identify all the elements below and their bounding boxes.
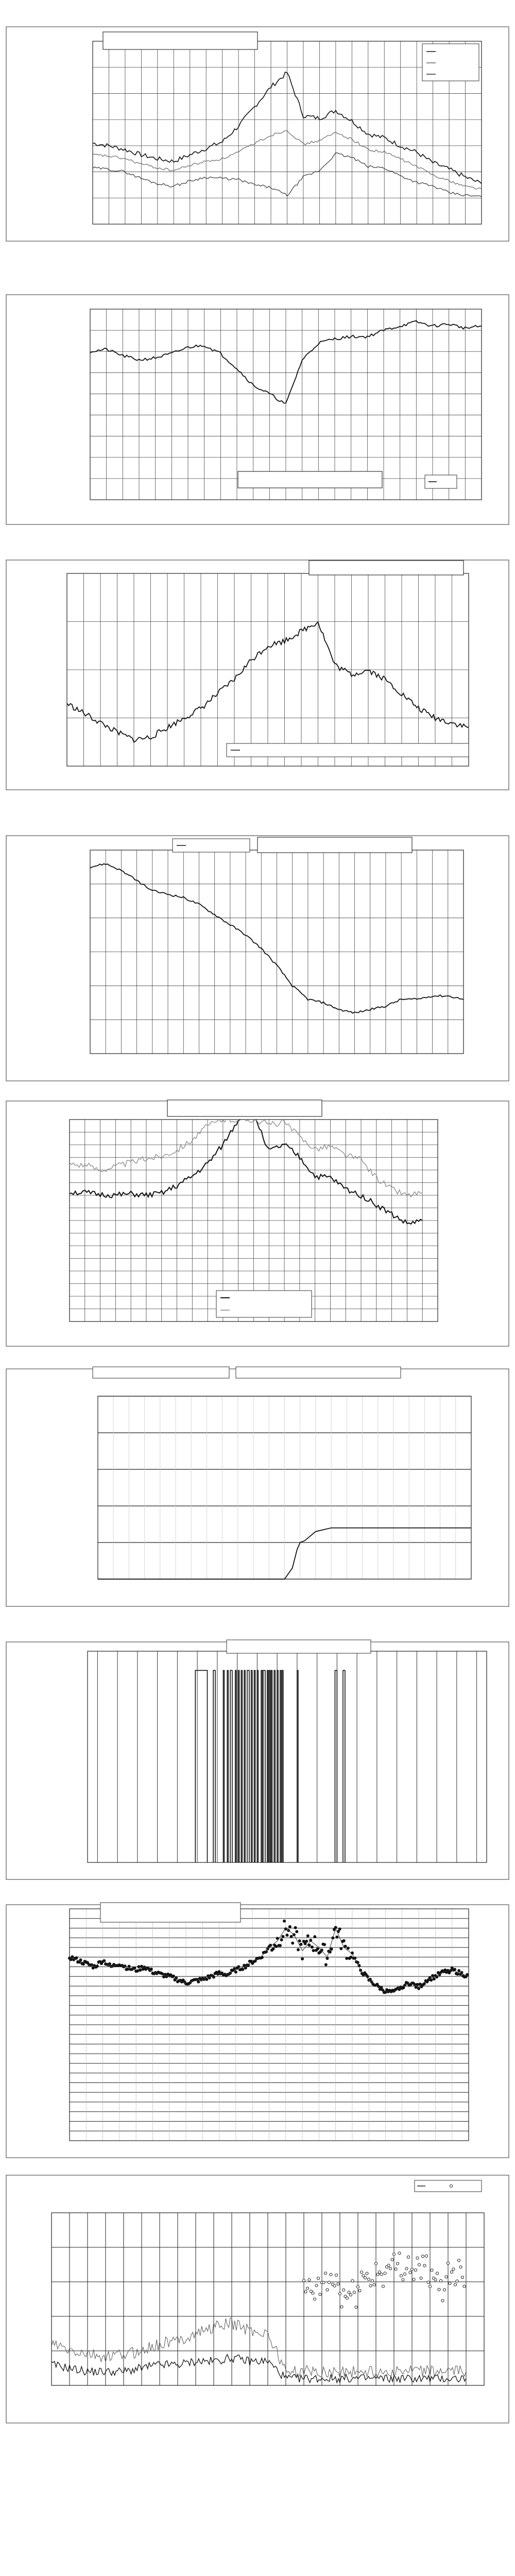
direction-point — [316, 1947, 319, 1951]
speed-x10-point — [387, 2264, 390, 2267]
speed-x10-point — [373, 2283, 375, 2286]
wind-direction-chart-panel — [0, 1899, 515, 2164]
direction-point — [261, 1956, 264, 1959]
speed-x10-point — [358, 2290, 361, 2292]
chart-frame — [6, 1905, 509, 2158]
direction-point — [281, 1935, 284, 1938]
speed-x10-point — [425, 2255, 427, 2257]
speed-x10-point — [449, 2282, 451, 2284]
direction-point — [457, 1969, 460, 1972]
temperature-chart — [0, 21, 515, 247]
speed-x10-point — [403, 2273, 406, 2275]
direction-point — [128, 1965, 131, 1968]
speed-x10-point — [366, 2272, 368, 2275]
speed-x10-point — [351, 2279, 354, 2282]
direction-point — [288, 1925, 291, 1928]
humidity-chart-panel — [0, 289, 515, 531]
speed-x10-point — [450, 2270, 453, 2273]
direction-point — [75, 1956, 78, 1959]
direction-point — [280, 1938, 283, 1941]
speed-x10-point — [420, 2277, 422, 2279]
direction-point — [342, 1939, 346, 1942]
pressure-chart-panel — [0, 829, 515, 1087]
speed-x10-point — [312, 2292, 314, 2295]
speed-x10-point — [317, 2277, 319, 2280]
legend-box — [422, 44, 479, 81]
speed-x10-point — [418, 2263, 420, 2266]
title-box — [100, 1903, 241, 1922]
speed-x10-point — [353, 2291, 355, 2294]
speed-x10-point — [431, 2269, 433, 2272]
speed-x10-point — [416, 2257, 419, 2259]
direction-point — [345, 1957, 348, 1960]
legend-swatch — [450, 2184, 452, 2187]
speed-x10-point — [322, 2281, 325, 2284]
direction-point — [295, 1930, 298, 1933]
title-box — [167, 1100, 322, 1116]
speed-x10-point — [335, 2274, 337, 2277]
speed-x10-point — [392, 2253, 395, 2256]
speed-x10-point — [313, 2298, 316, 2300]
title-box — [309, 561, 464, 575]
grass-temp-chart-panel — [0, 1095, 515, 1352]
speed-x10-point — [324, 2272, 327, 2275]
humidity-chart — [0, 289, 515, 531]
direction-point — [237, 1965, 240, 1968]
direction-point — [311, 1945, 314, 1948]
direction-point — [301, 1957, 304, 1960]
speed-x10-point — [456, 2280, 458, 2282]
speed-x10-point — [338, 2292, 341, 2295]
speed-x10-point — [410, 2268, 413, 2270]
direction-point — [286, 1934, 289, 1937]
speed-x10-point — [348, 2291, 350, 2294]
direction-point — [306, 1935, 310, 1938]
speed-x10-point — [454, 2283, 456, 2286]
chart-frame — [6, 836, 509, 1081]
legend-box — [216, 1291, 312, 1317]
speed-x10-point — [423, 2264, 426, 2267]
speed-x10-point — [391, 2258, 393, 2261]
speed-x10-point — [308, 2279, 311, 2281]
speed-x10-point — [427, 2281, 430, 2283]
speed-x10-point — [400, 2275, 402, 2277]
direction-point — [330, 1947, 333, 1951]
direction-point — [335, 1936, 338, 1939]
speed-x10-point — [315, 2284, 318, 2287]
direction-point — [172, 1975, 175, 1978]
direction-point — [133, 1967, 136, 1970]
direction-point — [344, 1945, 347, 1948]
speed-x10-point — [396, 2262, 399, 2265]
title-box — [103, 32, 258, 49]
wind-speed-chart — [0, 2169, 515, 2429]
speed-x10-point — [457, 2259, 460, 2262]
speed-x10-point — [443, 2289, 445, 2291]
speed-x10-point — [360, 2271, 363, 2274]
direction-point — [339, 1947, 342, 1950]
speed-x10-point — [337, 2283, 339, 2285]
direction-point — [291, 1942, 294, 1945]
direction-point — [423, 1982, 426, 1985]
direction-point — [234, 1971, 237, 1974]
speed-x10-point — [452, 2268, 455, 2270]
speed-x10-point — [328, 2281, 330, 2284]
speed-x10-point — [461, 2276, 464, 2279]
speed-x10-point — [438, 2288, 440, 2291]
direction-point — [197, 1980, 200, 1984]
title-box — [238, 471, 382, 488]
mixing-ratio-chart — [0, 554, 515, 796]
speed-x10-point — [369, 2284, 372, 2287]
speed-x10-point — [409, 2271, 411, 2274]
pressure-chart — [0, 829, 515, 1087]
speed-x10-point — [441, 2299, 444, 2302]
wind-direction-chart — [0, 1899, 515, 2164]
speed-x10-point — [364, 2277, 366, 2279]
speed-x10-point — [428, 2285, 431, 2287]
speed-x10-point — [421, 2255, 424, 2258]
speed-x10-point — [340, 2306, 343, 2308]
direction-point — [294, 1926, 297, 1929]
direction-point — [433, 1977, 436, 1980]
rainfall-chart — [0, 1363, 515, 1613]
speed-x10-point — [439, 2279, 442, 2282]
speed-x10-point — [436, 2272, 438, 2275]
speed-x10-point — [382, 2285, 384, 2287]
speed-x10-point — [302, 2279, 305, 2282]
direction-point — [297, 1948, 300, 1951]
direction-point — [283, 1920, 286, 1923]
direction-point — [233, 1967, 236, 1970]
speed-x10-point — [319, 2293, 321, 2296]
title-box — [227, 1640, 371, 1653]
title-box — [93, 1367, 229, 1378]
mixing-ratio-chart-panel — [0, 554, 515, 796]
direction-point — [324, 1963, 328, 1967]
speed-x10-point — [414, 2269, 417, 2272]
speed-x10-point — [376, 2273, 379, 2276]
temperature-chart-panel — [0, 21, 515, 247]
direction-point — [138, 1965, 141, 1968]
speed-x10-point — [333, 2284, 336, 2287]
direction-point — [279, 1944, 282, 1947]
direction-point — [323, 1943, 326, 1946]
note-box — [236, 1367, 401, 1378]
speed-x10-point — [398, 2252, 401, 2255]
speed-x10-point — [374, 2262, 377, 2265]
direction-point — [456, 1973, 459, 1976]
title-box — [258, 837, 412, 853]
direction-point — [416, 1983, 419, 1986]
legend-box — [227, 743, 469, 757]
speed-x10-point — [402, 2278, 404, 2281]
direction-point — [241, 1968, 244, 1971]
wind-speed-chart-panel — [0, 2169, 515, 2429]
speed-x10-point — [380, 2273, 383, 2276]
speed-x10-point — [413, 2278, 415, 2281]
speed-x10-point — [463, 2285, 466, 2287]
direction-point — [298, 1939, 301, 1942]
direction-point — [347, 1947, 350, 1950]
chart-frame — [6, 295, 509, 524]
speed-x10-point — [459, 2266, 462, 2268]
speed-x10-point — [367, 2278, 370, 2281]
speed-x10-point — [346, 2297, 348, 2299]
direction-point — [274, 1945, 278, 1948]
speed-x10-point — [306, 2287, 308, 2290]
direction-point — [338, 1927, 341, 1930]
speed-x10-point — [384, 2272, 386, 2275]
grass-temp-chart — [0, 1095, 515, 1352]
speed-x10-point — [445, 2276, 448, 2278]
direction-point — [312, 1949, 315, 1952]
direction-point — [313, 1935, 316, 1938]
speed-x10-point — [434, 2278, 437, 2281]
speed-x10-point — [405, 2267, 408, 2270]
direction-point — [96, 1964, 99, 1968]
speed-x10-point — [394, 2268, 397, 2270]
speed-x10-point — [342, 2289, 345, 2291]
direction-point — [70, 1958, 73, 1961]
direction-point — [320, 1948, 323, 1952]
speed-x10-point — [326, 2289, 329, 2291]
rainfall-chart-panel — [0, 1363, 515, 1613]
chart-frame — [6, 2175, 509, 2423]
sunshine-chart — [0, 1636, 515, 1886]
direction-point — [272, 1947, 275, 1951]
direction-point — [290, 1935, 293, 1938]
direction-point — [349, 1956, 352, 1959]
direction-point — [430, 1978, 433, 1981]
sunshine-chart-panel — [0, 1636, 515, 1886]
speed-x10-point — [330, 2273, 332, 2276]
speed-x10-point — [447, 2262, 449, 2264]
direction-point — [431, 1974, 434, 1977]
speed-x10-point — [355, 2306, 357, 2309]
speed-x10-point — [389, 2267, 391, 2270]
speed-x10-point — [356, 2285, 359, 2288]
speed-x10-point — [407, 2256, 409, 2258]
speed-x10-point — [304, 2291, 307, 2293]
chart-frame — [6, 1369, 509, 1606]
speed-x10-point — [349, 2294, 352, 2296]
speed-x10-point — [371, 2280, 373, 2282]
direction-point — [305, 1940, 308, 1943]
